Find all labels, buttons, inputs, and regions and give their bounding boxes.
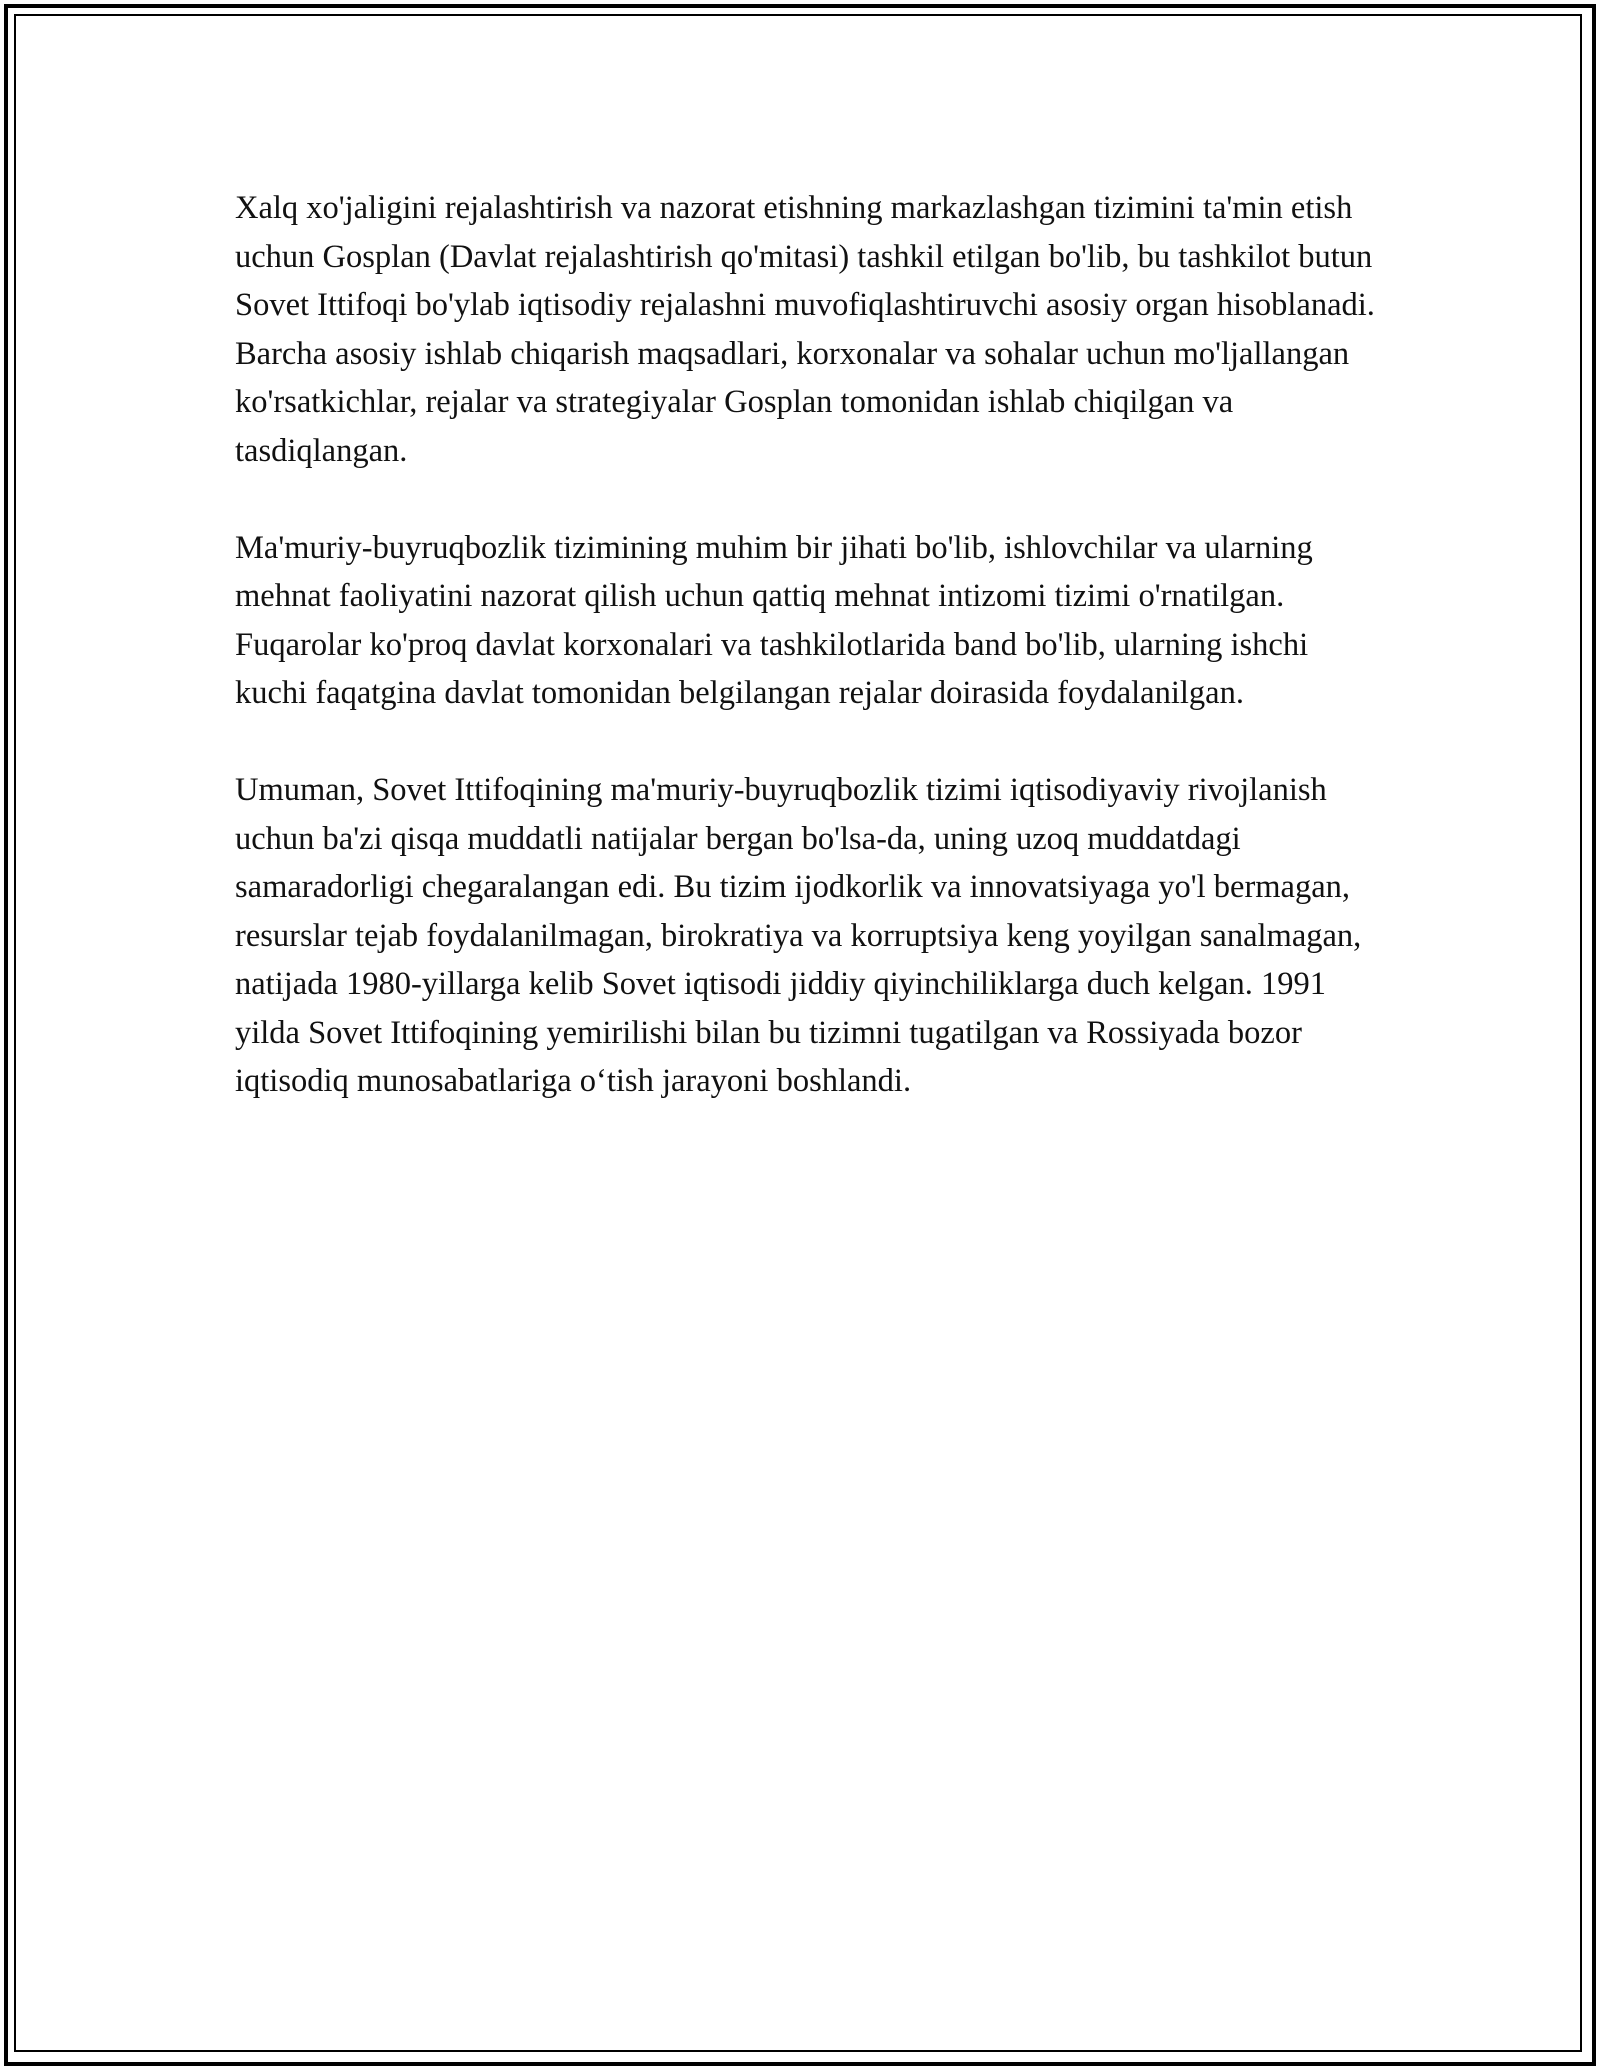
document-body — [235, 184, 1375, 1154]
paragraph-labor-discipline: Ma'muriy-buyruqbozlik tizimining muhim bir jihati bo'lib, ishlovchilar va ularning mehnat faoliyatini nazorat qilish uchun qattiq mehnat intizomi tizimi o'rnatilgan. Fuqarolar ko'proq davlat korxonalari va tashkilotlarida band bo'lib, ularning ishchi kuchi faqatgina davlat tomonidan belgilangan rejalar doirasida foydalanilgan. — [235, 529, 1313, 711]
paragraph-gosplan: Xalq xo'jaligini rejalashtirish va nazorat etishning markazlashgan tizimini ta'min etish uchun Gosplan (Davlat rejalashtirish qo'mitasi) tashkil etilgan bo'lib, bu tashkilot butun Sovet Ittifoqi bo'ylab iqtisodiy rejalashni muvofiqlashtiruvchi asosiy organ hisoblanadi. Barcha asosiy ishlab chiqarish maqsadlari, korxonalar va sohalar uchun mo'ljallangan ko'rsatkichlar, rejalar va strategiyalar Gosplan tomonidan ishlab chiqilgan va tasdiqlangan. — [235, 190, 1375, 469]
paragraph-conclusion: Umuman, Sovet Ittifoqining ma'muriy-buyruqbozlik tizimi iqtisodiyaviy rivojlanish uchun ba'zi qisqa muddatli natijalar bergan bo'lsa-da, uning uzoq muddatdagi samaradorligi chegaralangan edi. Bu tizim ijodkorlik va innovatsiyaga yo'l bermagan, resurslar tejab foydalanilmagan, birokratiya va korruptsiya keng yoyilgan sanalmagan, natijada 1980-yillarga kelib Sovet iqtisodi jiddiy qiyinchiliklarga duch kelgan. 1991 yilda Sovet Ittifoqining yemirilishi bilan bu tizimni tugatilgan va Rossiyada bozor iqtisodiq munosabatlariga o‘tish jarayoni boshlandi. — [235, 772, 1362, 1099]
